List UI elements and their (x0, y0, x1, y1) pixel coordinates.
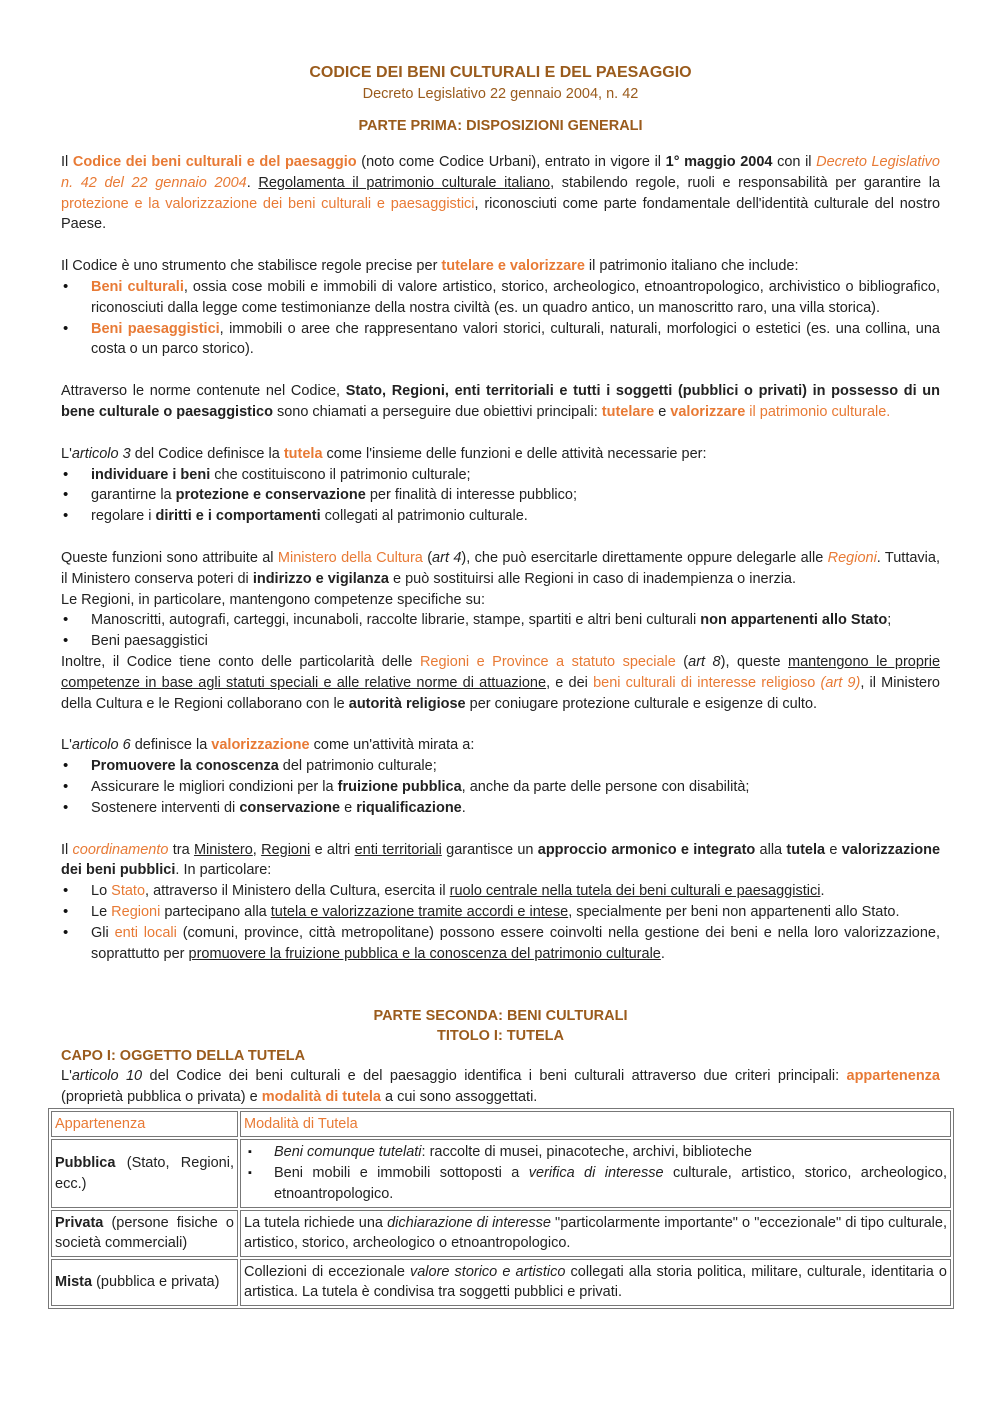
table-row (51, 1210, 951, 1257)
list-item: • Assicurare le migliori condizioni per la fruizione pubblica, anche da parte delle persone con disabilità; (61, 777, 940, 798)
list-coordination (61, 881, 940, 964)
paragraph-coordination: Il coordinamento tra Ministero, Regioni e altri enti territoriali garantisce un approccio armonico e integrato alla tutela e valorizzazione dei beni pubblici. In particolare: (61, 841, 941, 879)
list-item: • garantirne la protezione e conservazione per finalità di interesse pubblico; (61, 485, 940, 506)
capo-heading: CAPO I: OGGETTO DELLA TUTELA (61, 1048, 306, 1065)
paragraph-scope: Il Codice è uno strumento che stabilisce regole precise per tutelare e valorizzare il patrimonio italiano che include: (61, 258, 799, 275)
list-article-6 (61, 756, 940, 818)
list-item: ▪ Beni mobili e immobili sottoposti a verifica di interesse culturale, artistico, storico, archeologico, etnoantropologico. (244, 1163, 947, 1205)
paragraph-article-10: L'articolo 10 del Codice dei beni culturali e del paesaggio identifica i beni culturali attraverso due criteri principali: appartenenza (proprietà pubblica o privata) e modalità di tutela a cui sono assoggettati. (61, 1068, 940, 1106)
part-one-title: PARTE PRIMA: DISPOSIZIONI GENERALI (358, 118, 643, 134)
table-cell: Mista (pubblica e privata) (51, 1259, 238, 1306)
table-header-cell: Modalità di Tutela (240, 1111, 951, 1138)
table-header-cell: Appartenenza (51, 1111, 238, 1138)
list-item: • Beni paesaggistici (61, 631, 940, 652)
part-two-title: PARTE SECONDA: BENI CULTURALI (373, 1008, 628, 1025)
table-cell: La tutela richiede una dichiarazione di interesse "particolarmente importante" o "eccezionale" di tipo culturale, artistico, storico, archeologico o etnoantropologico. (240, 1210, 951, 1257)
list-article-3 (61, 465, 940, 527)
paragraph-functions: Queste funzioni sono attribuite al Ministero della Cultura (art 4), che può esercitarle direttamente oppure delegarle alle Regioni. Tuttavia, il Ministero conserva poteri di indirizzo e vigilanza e può sostituirsi alle Regioni in caso di inadempienza o inerzia. (61, 549, 940, 587)
paragraph-regions: Le Regioni, in particolare, mantengono competenze specifiche su: (61, 591, 485, 608)
table-cell (240, 1139, 951, 1207)
table-row (51, 1259, 951, 1306)
list-item: • regolare i diritti e i comportamenti collegati al patrimonio culturale. (61, 506, 940, 527)
list-public (244, 1142, 947, 1204)
paragraph-article-3: L'articolo 3 del Codice definisce la tutela come l'insieme delle funzioni e delle attività necessarie per: (61, 445, 707, 462)
paragraph-article-6: L'articolo 6 definisce la valorizzazione come un'attività mirata a: (61, 737, 475, 754)
list-item: ▪ Beni comunque tutelati: raccolte di musei, pinacoteche, archivi, biblioteche (244, 1142, 947, 1163)
paragraph-objectives: Attraverso le norme contenute nel Codice, Stato, Regioni, enti territoriali e tutti i soggetti (pubblici o privati) in possesso di un bene culturale o paesaggistico sono chiamati a perseguire due obiettivi principali: tutelare e valorizzare il patrimonio culturale. (61, 383, 941, 420)
list-item: • Gli enti locali (comuni, province, città metropolitane) possono essere coinvolti nella gestione dei beni e nella loro valorizzazione, soprattutto per promuovere la fruizione pubblica e la conoscenza del patrimonio culturale. (61, 923, 940, 965)
paragraph-special-statute: Inoltre, il Codice tiene conto delle particolarità delle Regioni e Province a statuto speciale (art 8), queste mantengono le proprie competenze in base agli statuti speciali e alle relative norme di attuazione, e dei beni culturali di interesse religioso (art 9), il Ministero della Cultura e le Regioni collaborano con le autorità religiose per coniugare protezione culturale e esigenze di culto. (61, 653, 941, 712)
paragraph-intro: Il Codice dei beni culturali e del paesaggio (noto come Codice Urbani), entrato in vigore il 1° maggio 2004 con il Decreto Legislativo n. 42 del 22 gennaio 2004. Regolamenta il patrimonio culturale italiano, stabilendo regole, ruoli e responsabilità per garantire la protezione e la valorizzazione dei beni culturali e paesaggistici, riconosciuti come parte fondamentale dell'identità culturale del nostro Paese. (61, 154, 941, 233)
list-item: • Beni culturali, ossia cose mobili e immobili di valore artistico, storico, archeologico, etnoantropologico, archivistico o bibliografico, riconosciuti dalla legge come testimonianze della nostra civiltà (es. un quadro antico, un manoscritto raro, una villa storica). (61, 277, 940, 319)
list-scope (61, 277, 940, 360)
list-regions (61, 610, 940, 652)
list-item: • Manoscritti, autografi, carteggi, incunaboli, raccolte librarie, stampe, spartiti e altri beni culturali non appartenenti allo Stato; (61, 610, 940, 631)
list-item: • Le Regioni partecipano alla tutela e valorizzazione tramite accordi e intese, specialmente per beni non appartenenti allo Stato. (61, 902, 940, 923)
table-header-row (51, 1111, 951, 1138)
list-item: • Lo Stato, attraverso il Ministero della Cultura, esercita il ruolo centrale nella tutela dei beni culturali e paesaggistici. (61, 881, 940, 902)
list-item: • Sostenere interventi di conservazione e riqualificazione. (61, 798, 940, 819)
ownership-table (48, 1108, 954, 1309)
list-item: • Beni paesaggistici, immobili o aree che rappresentano valori storici, culturali, naturali, morfologici o estetici (es. una collina, una costa o un parco storico). (61, 319, 940, 361)
list-item: • Promuovere la conoscenza del patrimonio culturale; (61, 756, 940, 777)
table-cell: Collezioni di eccezionale valore storico e artistico collegati alla storia politica, militare, culturale, identitaria o artistica. La tutela è condivisa tra soggetti pubblici e privati. (240, 1259, 951, 1306)
table-row (51, 1139, 951, 1207)
list-item: • individuare i beni che costituiscono il patrimonio culturale; (61, 465, 940, 486)
document-title: CODICE DEI BENI CULTURALI E DEL PAESAGGIO (309, 64, 692, 81)
title-one-heading: TITOLO I: TUTELA (437, 1028, 564, 1045)
table-cell: Pubblica (Stato, Regioni, ecc.) (51, 1139, 238, 1207)
table-cell: Privata (persone fisiche o società commerciali) (51, 1210, 238, 1257)
document-subtitle: Decreto Legislativo 22 gennaio 2004, n. 42 (362, 86, 639, 102)
